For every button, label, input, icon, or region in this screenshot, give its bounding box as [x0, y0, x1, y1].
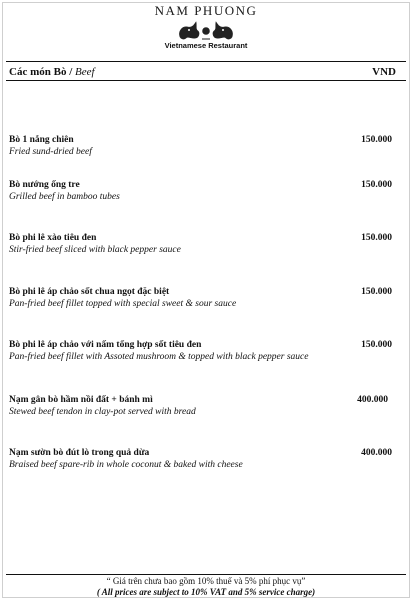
footer-note-vn: “ Giá trên chưa bao gồm 10% thuế và 5% phí phục vụ”	[106, 576, 306, 586]
footer-note-en: ( All prices are subject to 10% VAT and 5% service charge)	[96, 587, 316, 597]
dish-name-vn: Bò phi lê áp chảo sốt chua ngọt đặc biệt	[9, 287, 170, 297]
dish-name-vn: Nạm gân bò hầm nồi đất + bánh mì	[9, 395, 153, 405]
footer-note	[0, 576, 412, 598]
brand-name: NAM PHUONG	[154, 3, 258, 18]
dish-price: 150.000	[361, 287, 392, 297]
dish-name-vn: Bò phi lê áp chảo với nấm tổng hợp sốt tiêu đen	[9, 340, 202, 350]
section-title-en: Beef	[75, 66, 95, 78]
menu-item	[9, 287, 392, 313]
menu-item	[9, 233, 392, 259]
dish-name-en: Stir-fried beef sliced with black pepper sauce	[9, 245, 181, 255]
restaurant-tagline: Vietnamese Restaurant	[164, 41, 248, 50]
menu-item	[9, 448, 392, 474]
dish-name-en: Braised beef spare-rib in whole coconut & baked with cheese	[9, 460, 243, 470]
menu-item	[9, 135, 392, 161]
dish-price: 150.000	[361, 180, 392, 190]
twin-dragon-emblem-icon	[174, 19, 238, 41]
section-header	[9, 66, 396, 80]
dish-price: 400.000	[357, 395, 388, 405]
dish-price: 150.000	[361, 135, 392, 145]
dish-price: 150.000	[361, 233, 392, 243]
dish-price: 150.000	[361, 340, 392, 350]
dish-name-vn: Bò phi lê xào tiêu đen	[9, 233, 97, 243]
dish-name-en: Pan-fried beef fillet with Assoted mushroom & topped with black pepper sauce	[9, 352, 309, 362]
dish-name-vn: Bò nướng ống tre	[9, 180, 80, 190]
dish-name-en: Grilled beef in bamboo tubes	[9, 192, 120, 202]
currency-label: VND	[372, 66, 396, 78]
dish-name-en: Stewed beef tendon in clay-pot served with bread	[9, 407, 196, 417]
dish-price: 400.000	[361, 448, 392, 458]
menu-item	[9, 180, 392, 206]
section-title-vn: Các món Bò	[9, 66, 67, 78]
footer-rule	[6, 574, 406, 575]
section-title-separator: /	[66, 66, 76, 78]
header-bottom-rule	[6, 80, 406, 81]
header-top-rule	[6, 61, 406, 62]
dish-name-en: Fried sund-dried beef	[9, 147, 92, 157]
dish-name-vn: Bò 1 nắng chiên	[9, 135, 74, 145]
restaurant-logo	[0, 4, 412, 50]
section-title	[9, 66, 95, 78]
menu-item	[9, 395, 392, 421]
menu-item	[9, 340, 392, 366]
dish-name-en: Pan-fried beef fillet topped with special sweet & sour sauce	[9, 299, 237, 309]
dish-name-vn: Nạm sườn bò đút lò trong quả dừa	[9, 448, 150, 458]
